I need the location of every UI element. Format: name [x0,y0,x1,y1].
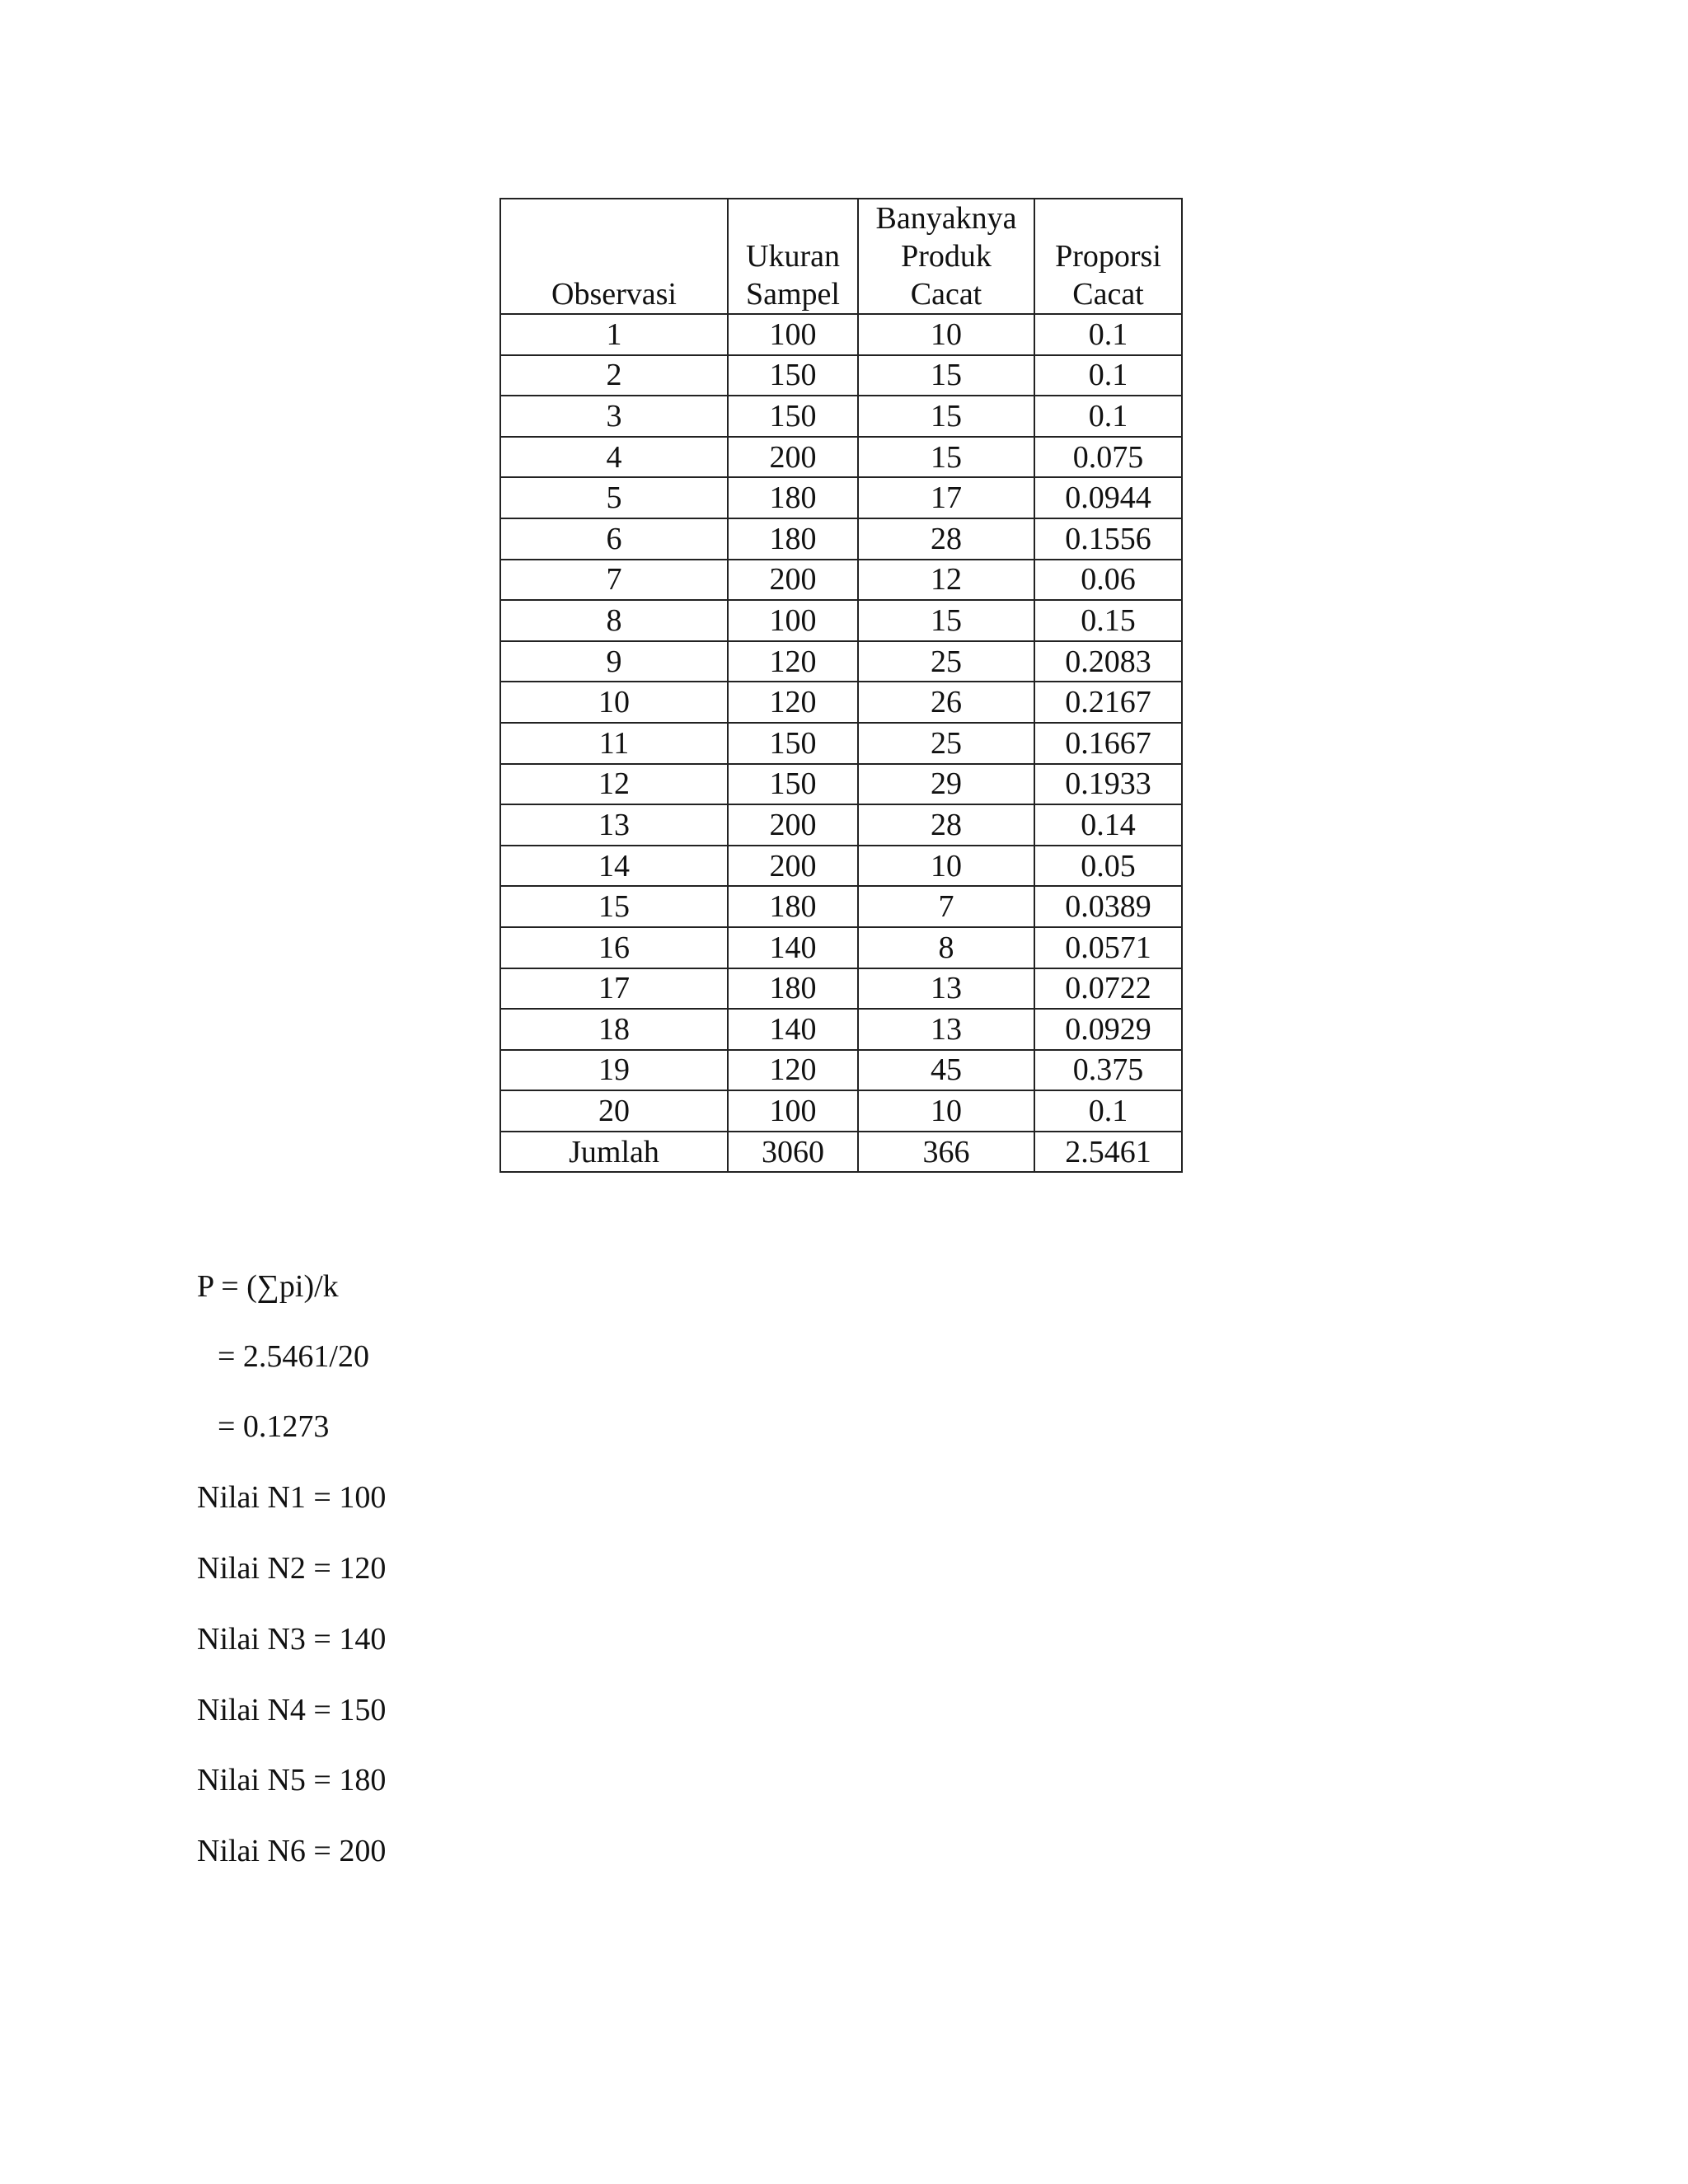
nilai-n4: Nilai N4 = 150 [197,1693,387,1727]
cell-observasi: 7 [500,560,728,601]
cell-proporsi-cacat: 0.2167 [1034,682,1182,723]
table-row [500,314,1182,355]
nilai-n5: Nilai N5 = 180 [197,1763,387,1797]
cell-observasi: 6 [500,518,728,560]
cell-produk-cacat: 8 [858,927,1034,968]
cell-ukuran-sampel: 200 [728,560,858,601]
cell-produk-cacat: 7 [858,886,1034,927]
table-row [500,846,1182,887]
cell-produk-cacat: 28 [858,518,1034,560]
cell-produk-cacat: 15 [858,355,1034,396]
cell-observasi: 13 [500,804,728,846]
cell-produk-cacat: 17 [858,477,1034,518]
total-produk-cacat: 366 [858,1132,1034,1173]
header-banyaknya-produk-cacat: Banyaknya Produk Cacat [858,199,1034,314]
cell-produk-cacat: 25 [858,641,1034,682]
cell-ukuran-sampel: 120 [728,641,858,682]
cell-proporsi-cacat: 0.075 [1034,437,1182,478]
cell-proporsi-cacat: 0.1 [1034,314,1182,355]
cell-proporsi-cacat: 0.06 [1034,560,1182,601]
nilai-n6: Nilai N6 = 200 [197,1834,387,1868]
table-header-row [500,199,1182,314]
cell-ukuran-sampel: 100 [728,314,858,355]
cell-observasi: 11 [500,723,728,764]
nilai-n1: Nilai N1 = 100 [197,1480,387,1515]
cell-observasi: 12 [500,764,728,805]
table-row [500,1009,1182,1050]
table-body [500,314,1182,1132]
cell-proporsi-cacat: 0.2083 [1034,641,1182,682]
cell-observasi: 10 [500,682,728,723]
cell-ukuran-sampel: 100 [728,600,858,641]
cell-proporsi-cacat: 0.0722 [1034,968,1182,1010]
cell-ukuran-sampel: 120 [728,1050,858,1091]
cell-ukuran-sampel: 200 [728,804,858,846]
cell-proporsi-cacat: 0.1 [1034,1090,1182,1132]
cell-observasi: 1 [500,314,728,355]
table-total-row [500,1132,1182,1173]
cell-observasi: 4 [500,437,728,478]
cell-proporsi-cacat: 0.15 [1034,600,1182,641]
cell-ukuran-sampel: 200 [728,846,858,887]
cell-observasi: 17 [500,968,728,1010]
cell-produk-cacat: 25 [858,723,1034,764]
cell-ukuran-sampel: 150 [728,355,858,396]
cell-produk-cacat: 10 [858,314,1034,355]
cell-ukuran-sampel: 180 [728,886,858,927]
cell-produk-cacat: 15 [858,437,1034,478]
table-row [500,396,1182,437]
cell-produk-cacat: 29 [858,764,1034,805]
cell-observasi: 19 [500,1050,728,1091]
cell-proporsi-cacat: 0.0571 [1034,927,1182,968]
total-label: Jumlah [500,1132,728,1173]
total-proporsi-cacat: 2.5461 [1034,1132,1182,1173]
cell-proporsi-cacat: 0.1 [1034,355,1182,396]
defect-proportion-table [499,198,1183,1173]
header-observasi: Observasi [500,199,728,314]
table-row [500,437,1182,478]
table-row [500,723,1182,764]
formula-p-definition: P = (∑pi)/k [197,1269,339,1304]
cell-proporsi-cacat: 0.1667 [1034,723,1182,764]
cell-produk-cacat: 15 [858,600,1034,641]
cell-ukuran-sampel: 120 [728,682,858,723]
cell-produk-cacat: 10 [858,1090,1034,1132]
table-row [500,804,1182,846]
cell-observasi: 20 [500,1090,728,1132]
cell-produk-cacat: 13 [858,1009,1034,1050]
cell-produk-cacat: 26 [858,682,1034,723]
cell-ukuran-sampel: 150 [728,764,858,805]
cell-proporsi-cacat: 0.1556 [1034,518,1182,560]
table-row [500,1090,1182,1132]
table-row [500,968,1182,1010]
cell-produk-cacat: 12 [858,560,1034,601]
table-row [500,600,1182,641]
cell-produk-cacat: 45 [858,1050,1034,1091]
table-row [500,682,1182,723]
cell-ukuran-sampel: 180 [728,968,858,1010]
cell-ukuran-sampel: 140 [728,1009,858,1050]
nilai-n2: Nilai N2 = 120 [197,1551,387,1586]
table-row [500,927,1182,968]
header-ukuran-sampel: Ukuran Sampel [728,199,858,314]
cell-observasi: 18 [500,1009,728,1050]
table-row [500,886,1182,927]
cell-ukuran-sampel: 200 [728,437,858,478]
table-row [500,355,1182,396]
cell-observasi: 15 [500,886,728,927]
table-row [500,560,1182,601]
header-proporsi-cacat: Proporsi Cacat [1034,199,1182,314]
cell-produk-cacat: 15 [858,396,1034,437]
cell-produk-cacat: 10 [858,846,1034,887]
cell-observasi: 2 [500,355,728,396]
cell-proporsi-cacat: 0.0944 [1034,477,1182,518]
cell-ukuran-sampel: 140 [728,927,858,968]
cell-observasi: 3 [500,396,728,437]
cell-observasi: 16 [500,927,728,968]
cell-observasi: 8 [500,600,728,641]
cell-proporsi-cacat: 0.375 [1034,1050,1182,1091]
cell-ukuran-sampel: 150 [728,396,858,437]
cell-produk-cacat: 28 [858,804,1034,846]
cell-proporsi-cacat: 0.05 [1034,846,1182,887]
table-row [500,518,1182,560]
cell-proporsi-cacat: 0.0929 [1034,1009,1182,1050]
formula-p-substitution: = 2.5461/20 [218,1339,369,1374]
cell-ukuran-sampel: 150 [728,723,858,764]
cell-ukuran-sampel: 180 [728,518,858,560]
table-row [500,477,1182,518]
cell-observasi: 14 [500,846,728,887]
cell-proporsi-cacat: 0.14 [1034,804,1182,846]
cell-proporsi-cacat: 0.1933 [1034,764,1182,805]
nilai-n3: Nilai N3 = 140 [197,1622,387,1657]
cell-produk-cacat: 13 [858,968,1034,1010]
table-row [500,641,1182,682]
cell-ukuran-sampel: 100 [728,1090,858,1132]
formula-p-result: = 0.1273 [218,1409,330,1444]
cell-proporsi-cacat: 0.1 [1034,396,1182,437]
cell-observasi: 5 [500,477,728,518]
cell-ukuran-sampel: 180 [728,477,858,518]
total-ukuran-sampel: 3060 [728,1132,858,1173]
table-row [500,1050,1182,1091]
table-row [500,764,1182,805]
cell-proporsi-cacat: 0.0389 [1034,886,1182,927]
cell-observasi: 9 [500,641,728,682]
